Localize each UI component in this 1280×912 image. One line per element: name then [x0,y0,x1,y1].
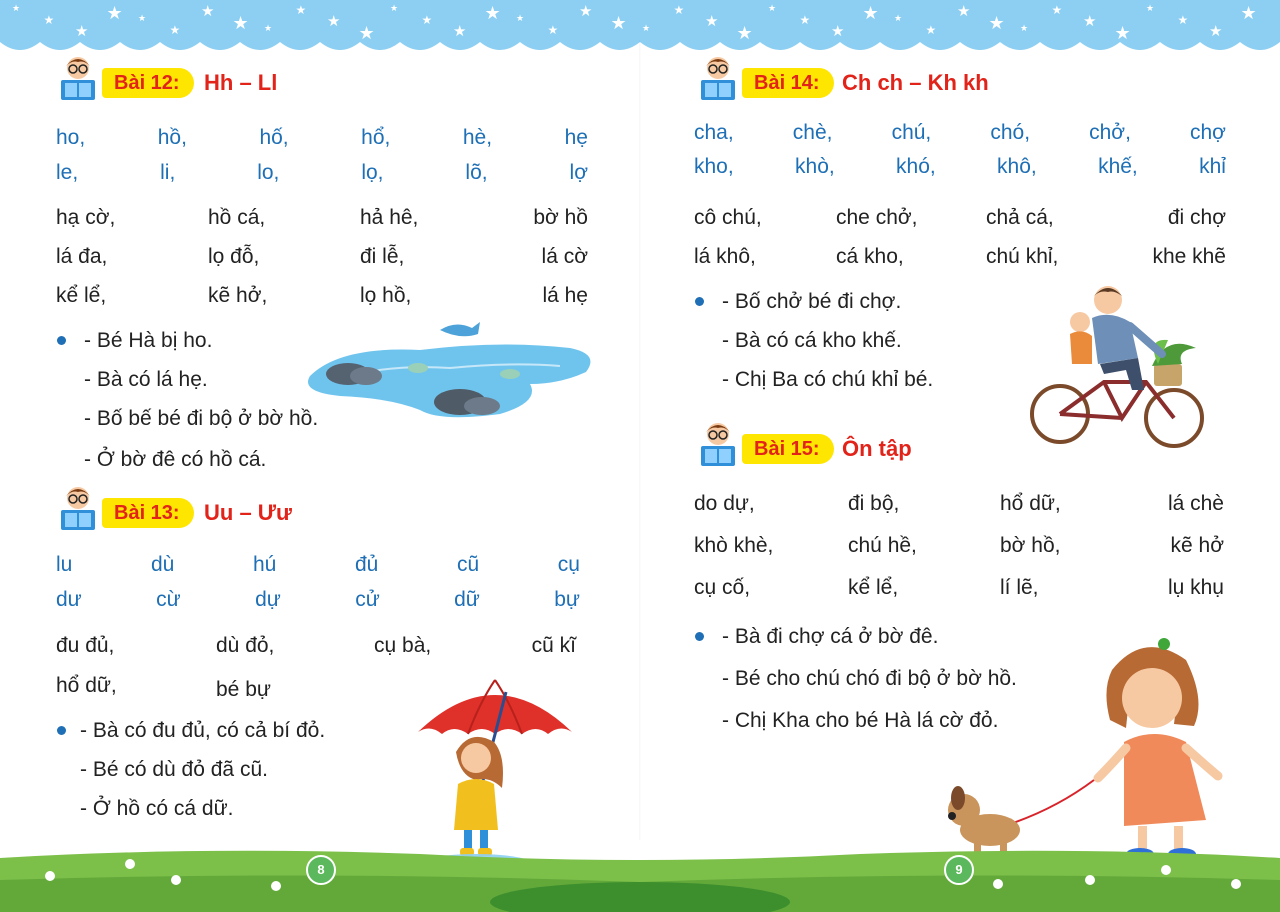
star-icon: ★ [1177,13,1189,27]
syllable: cừ [156,588,181,611]
syllable: cử [355,588,380,611]
star-icon: ★ [1020,23,1029,33]
star-icon: ★ [1083,13,1097,30]
syllable: lợ [569,161,588,184]
sentence: - Chị Ba có chú khỉ bé. [722,368,934,391]
syllable-row [694,155,1226,179]
syllable: dư [56,588,82,611]
syllable: chợ [1190,121,1226,144]
word: hổ dữ, [1000,492,1061,515]
sentence: - Bé Hà bị ho. [84,329,213,352]
star-icon: ★ [106,3,123,23]
word: hổ dữ, [56,674,117,697]
word: hạ cờ, [56,206,116,229]
syllable: hè, [462,126,493,149]
star-icon: ★ [925,23,937,37]
reading-kid-icon [58,484,98,532]
star-icon: ★ [12,3,21,13]
word: lọ hồ, [360,284,412,307]
lesson-header [698,62,1238,102]
word: lí lẽ, [1000,576,1039,599]
star-icon: ★ [75,23,89,40]
syllable: hố, [259,126,289,149]
star-icon: ★ [673,3,685,17]
syllable: le, [56,161,79,184]
syllable: chó, [990,121,1031,144]
syllable: kho, [694,155,734,178]
star-icon: ★ [642,23,651,33]
lesson-title: Ch ch – Kh kh [842,70,989,95]
page-right [640,0,1280,912]
word-row [694,245,1226,271]
word: khò khè, [694,534,774,557]
star-icon: ★ [421,13,433,27]
bullet-dot [57,336,66,345]
page-number: 8 [306,855,336,885]
syllable: đủ [354,553,379,576]
lesson-title: Ôn tập [842,436,912,461]
syllable: hú [252,553,277,576]
lesson-badge: Bài 14: [742,68,834,98]
sentence: - Chị Kha cho bé Hà lá cờ đỏ. [722,709,999,732]
syllable: hổ, [361,126,391,149]
sentence: - Ở hồ có cá dữ. [80,797,234,820]
reading-kid-icon [58,54,98,102]
star-icon: ★ [295,3,307,17]
sentence: - Bà có đu đủ, có cả bí đỏ. [80,719,326,742]
syllable: lõ, [465,161,488,184]
page-number: 9 [944,855,974,885]
star-icon: ★ [390,3,399,13]
syllable: dữ [454,588,480,611]
syllable: khô, [997,155,1037,178]
word-row [56,206,588,232]
sentence: - Bà đi chợ cá ở bờ đê. [722,625,939,648]
word: cũ kĩ [531,634,576,657]
word: lọ đỗ, [208,245,260,268]
sentence: - Bà có lá hẹ. [84,368,208,391]
word: đi lễ, [360,245,405,268]
word: bờ hồ [533,206,588,229]
syllable: khó, [896,155,936,178]
word: kẽ hở [1170,534,1224,557]
word: cụ cố, [694,576,751,599]
word: hả hê, [360,206,419,229]
pond-illustration [300,318,596,426]
star-icon: ★ [232,13,249,33]
word: che chở, [836,206,918,229]
syllable: chè, [792,121,833,144]
star-icon: ★ [610,13,627,33]
syllable: khò, [795,155,835,178]
star-icon: ★ [327,13,341,30]
star-icon: ★ [1146,3,1155,13]
girl-walking-dog-illustration [934,630,1234,870]
syllable: lu [56,553,73,576]
word: chả cá, [986,206,1054,229]
syllable: cụ [557,553,580,576]
word: lá đa, [56,245,108,268]
syllable: chú, [891,121,932,144]
word-row [56,634,576,660]
word: khe khẽ [1152,245,1226,268]
word: đu đủ, [56,634,115,657]
sentence: - Bố bế bé đi bộ ở bờ hồ. [84,407,319,430]
star-icon: ★ [736,23,753,43]
lesson-badge: Bài 13: [102,498,194,528]
star-icon: ★ [264,23,273,33]
star-icon: ★ [862,3,879,23]
sentence: - Bé có dù đỏ đã cũ. [80,758,268,781]
sentence: - Bố chở bé đi chợ. [722,290,902,313]
star-icon: ★ [1209,23,1223,40]
syllable: hồ, [157,126,187,149]
star-icon: ★ [799,13,811,27]
star-icon: ★ [358,23,375,43]
word-row [694,534,1224,560]
word: bé bự [216,678,271,701]
star-icon: ★ [768,3,777,13]
word: đi bộ, [848,492,900,515]
word: cá kho, [836,245,904,268]
word-row [694,492,1224,518]
lesson-badge: Bài 15: [742,434,834,464]
star-icon: ★ [453,23,467,40]
syllable: hẹ [564,126,588,149]
sentence: - Bé cho chú chó đi bộ ở bờ hồ. [722,667,1017,690]
bullet-dot [695,297,704,306]
word: kể lể, [848,576,899,599]
syllable: khỉ [1199,155,1226,178]
word: do dự, [694,492,755,515]
lesson-header [698,428,1238,468]
flower-decoration [0,840,1280,912]
syllable-row [56,588,580,612]
lesson-header [58,492,558,532]
star-icon: ★ [138,13,147,23]
sentence: - Ở bờ đê có hồ cá. [84,448,267,471]
star-icon: ★ [894,13,903,23]
star-icon: ★ [547,23,559,37]
syllable: dự [255,588,281,611]
syllable: li, [160,161,176,184]
star-icon: ★ [957,3,971,20]
star-icon: ★ [579,3,593,20]
word-row [694,206,1226,232]
star-icon: ★ [169,23,181,37]
syllable: cha, [694,121,734,144]
sentence: - Bà có cá kho khế. [722,329,902,352]
bullet-dot [57,726,66,735]
syllable-row [56,553,580,577]
word: lá khô, [694,245,756,268]
syllable: dù [150,553,175,576]
word: cụ bà, [374,634,432,657]
word: lá chè [1167,492,1224,515]
word: chú khỉ, [986,245,1059,268]
star-icon: ★ [201,3,215,20]
syllable-row [694,121,1226,145]
reading-kid-icon [698,420,738,468]
syllable-row [56,126,588,150]
star-icon: ★ [484,3,501,23]
syllable: chở, [1089,121,1131,144]
bullet-dot [695,632,704,641]
lesson-badge: Bài 12: [102,68,194,98]
syllable: bự [554,588,580,611]
word-row [694,576,1224,602]
syllable: lọ, [361,161,384,184]
word: cô chú, [694,206,762,229]
word-row [56,284,588,310]
star-icon: ★ [831,23,845,40]
word: kẽ hở, [208,284,268,307]
star-icon: ★ [1051,3,1063,17]
star-icon: ★ [988,13,1005,33]
reading-kid-icon [698,54,738,102]
lesson-title: Hh – Ll [204,70,278,95]
star-icon: ★ [43,13,55,27]
word: lá cờ [541,245,588,268]
word: hồ cá, [208,206,266,229]
star-icon: ★ [705,13,719,30]
word: đi chợ [1167,206,1226,229]
word-row [56,245,588,271]
star-icon: ★ [1240,3,1257,23]
star-icon: ★ [1114,23,1131,43]
star-icon: ★ [516,13,525,23]
syllable: lo, [257,161,280,184]
syllable-row [56,161,588,185]
lesson-title: Uu – Ưư [204,500,292,525]
lesson-header [58,62,558,102]
word: dù đỏ, [216,634,275,657]
syllable: ho, [56,126,86,149]
syllable: khế, [1098,155,1138,178]
word: lụ khụ [1167,576,1224,599]
word: bờ hồ, [1000,534,1061,557]
syllable: cũ [456,553,480,576]
word: lá hẹ [542,284,588,307]
word: chú hề, [848,534,917,557]
word: kể lể, [56,284,107,307]
